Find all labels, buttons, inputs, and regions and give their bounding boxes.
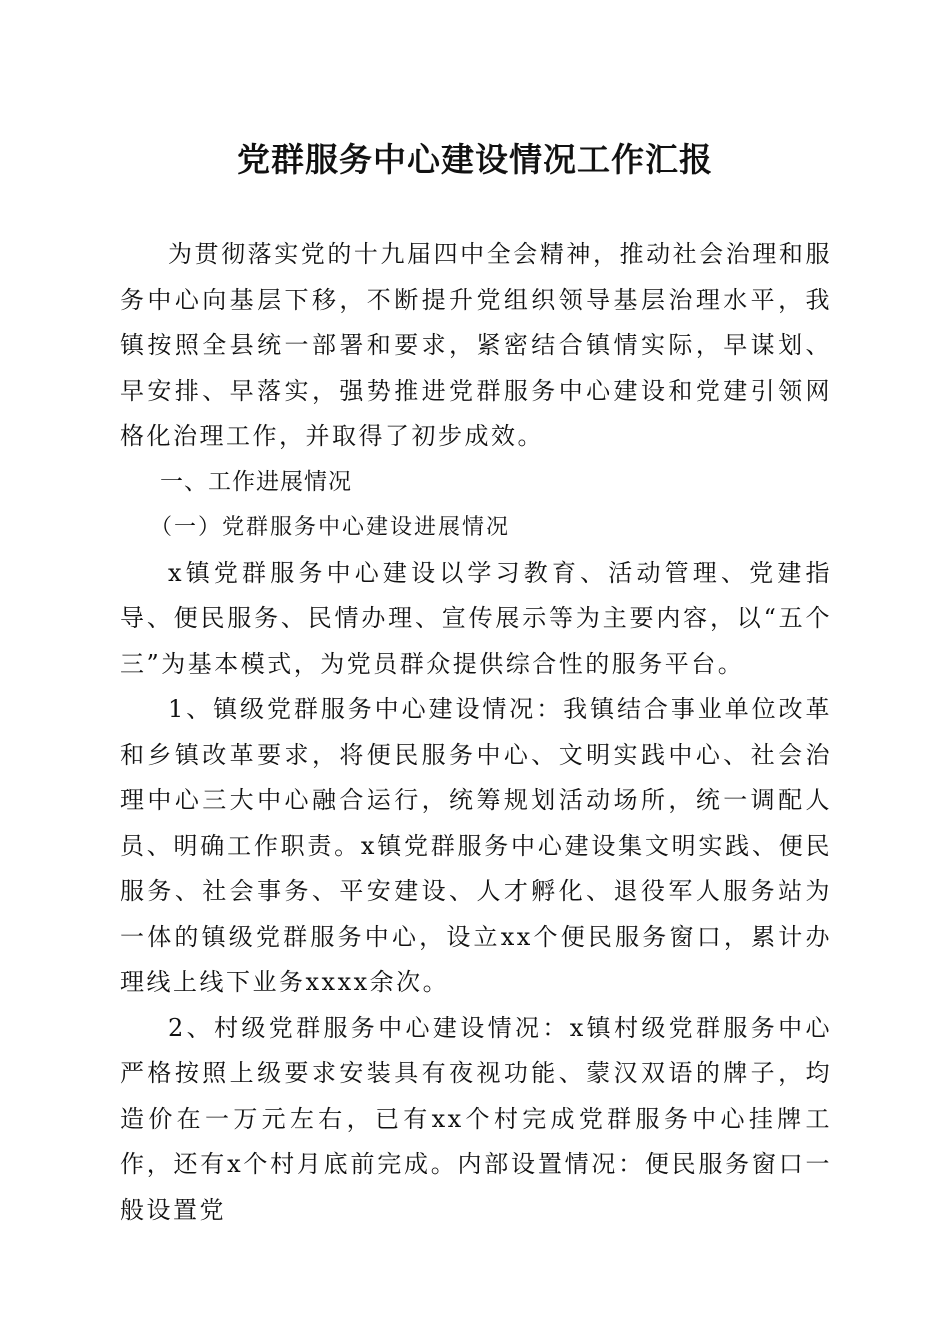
village-center-paragraph: 2、村级党群服务中心建设情况：x镇村级党群服务中心严格按照上级要求安装具有夜视功能、蒙汉双语的牌子，均造价在一万元左右，已有xx个村完成党群服务中心挂牌工作，还有x个村月底前完成。内部设置情况：便民服务窗口一般设置党 [120,1013,832,1224]
document-title: 党群服务中心建设情况工作汇报 [237,140,713,179]
intro-paragraph: 为贯彻落实党的十九届四中全会精神，推动社会治理和服务中心向基层下移，不断提升党组织领导基层治理水平，我镇按照全县统一部署和要求，紧密结合镇情实际，早谋划、早安排、早落实，强势推进党群服务中心建设和党建引领网格化治理工作，并取得了初步成效。 [120,240,832,450]
town-center-paragraph: 1、镇级党群服务中心建设情况：我镇结合事业单位改革和乡镇改革要求，将便民服务中心、文明实践中心、社会治理中心三大中心融合运行，统筹规划活动场所，统一调配人员、明确工作职责。x镇党群服务中心建设集文明实践、便民服务、社会事务、平安建设、人才孵化、退役军人服务站为一体的镇级党群服务中心，设立xx个便民服务窗口，累计办理线上线下业务xxxx余次。 [120,695,832,996]
overview-paragraph: x镇党群服务中心建设以学习教育、活动管理、党建指导、便民服务、民情办理、宣传展示等为主要内容，以“五个三”为基本模式，为党员群众提供综合性的服务平台。 [120,558,832,678]
document-body [120,232,832,1233]
section-heading: 一、工作进展情况 [160,468,352,495]
subsection-heading: （一）党群服务中心建设进展情况 [150,515,511,540]
